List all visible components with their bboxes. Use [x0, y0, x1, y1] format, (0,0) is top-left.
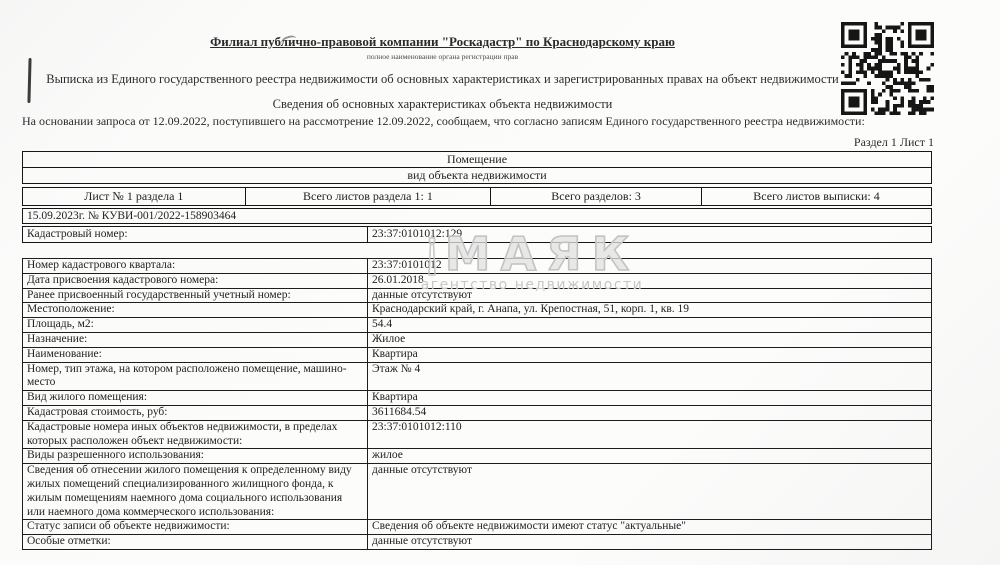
- table-row: [23, 303, 932, 318]
- object-type-caption: вид объекта недвижимости: [23, 168, 932, 184]
- org-subtitle: полное наименование органа регистрации прав: [366, 52, 519, 61]
- detail-value: Этаж № 4: [368, 362, 932, 391]
- table-row: [23, 464, 932, 520]
- detail-label: Назначение:: [23, 332, 368, 347]
- org-title: Филиал публично-правовой компании "Роскадастр" по Краснодарскому краю: [210, 34, 675, 49]
- request-number: 15.09.2023г. № КУВИ-001/2022-158903464: [23, 209, 932, 224]
- document-subtitle: Сведения об основных характеристиках объекта недвижимости: [272, 97, 613, 111]
- detail-label: Номер кадастрового квартала:: [23, 259, 368, 274]
- table-row: [23, 288, 932, 303]
- detail-label: Дата присвоения кадастрового номера:: [23, 273, 368, 288]
- detail-label: Сведения об отнесении жилого помещения к определенному виду жилых помещений специализированного жилищного фонда, к жилым помещениям наемного дома социального использования или наемного дома коммерческого использования:: [23, 464, 368, 520]
- detail-value: 54.4: [368, 318, 932, 333]
- detail-value: 3611684.54: [368, 405, 932, 420]
- detail-value: Краснодарский край, г. Анапа, ул. Крепостная, 51, корп. 1, кв. 19: [368, 303, 932, 318]
- request-number-table: [22, 208, 932, 224]
- cadastral-number-value: 23:37:0101012:129: [368, 227, 932, 243]
- table-row: [23, 405, 932, 420]
- detail-value: данные отсутствуют: [368, 464, 932, 520]
- table-row: [23, 152, 932, 168]
- detail-value: жилое: [368, 449, 932, 464]
- detail-label: Местоположение:: [23, 303, 368, 318]
- table-row: [23, 520, 932, 535]
- object-type-table: [22, 151, 932, 184]
- sections-total-cell: Всего разделов: 3: [491, 188, 702, 206]
- detail-label: Кадастровые номера иных объектов недвижимости, в пределах которых расположен объект недвижимости:: [23, 420, 368, 449]
- section-sheet-label: Раздел 1 Лист 1: [853, 135, 934, 149]
- object-details-table: [22, 258, 932, 550]
- detail-value: Квартира: [368, 391, 932, 406]
- table-row: [23, 391, 932, 406]
- table-row: [23, 259, 932, 274]
- sheets-info-table: [22, 187, 932, 206]
- detail-value: Сведения об объекте недвижимости имеют статус "актуальные": [368, 520, 932, 535]
- cadastral-number-label: Кадастровый номер:: [23, 227, 368, 243]
- table-row: [23, 420, 932, 449]
- table-row: [23, 332, 932, 347]
- watermark-title: МАЯК: [444, 227, 640, 281]
- document-title: Выписка из Единого государственного реестра недвижимости об основных характеристиках и зарегистрированных правах на объект недвижимости: [46, 72, 839, 86]
- table-row: [23, 188, 932, 206]
- detail-label: Площадь, м2:: [23, 318, 368, 333]
- detail-label: Особые отметки:: [23, 535, 368, 550]
- section-sheets-total-cell: Всего листов раздела 1: 1: [245, 188, 490, 206]
- table-row: [23, 449, 932, 464]
- table-row: [23, 318, 932, 333]
- table-row: [23, 347, 932, 362]
- table-row: [23, 535, 932, 550]
- detail-value: 26.01.2018: [368, 273, 932, 288]
- detail-label: Номер, тип этажа, на котором расположено помещение, машино-место: [23, 362, 368, 391]
- detail-value: Квартира: [368, 347, 932, 362]
- watermark-subtitle: агентство недвижимости: [420, 277, 644, 293]
- extract-sheets-total-cell: Всего листов выписки: 4: [702, 188, 932, 206]
- document-header: [0, 34, 885, 112]
- detail-label: Кадастровая стоимость, руб:: [23, 405, 368, 420]
- detail-value: 23:37:0101012: [368, 259, 932, 274]
- request-basis-line: На основании запроса от 12.09.2022, поступившего на рассмотрение 12.09.2022, сообщаем, что согласно записям Единого государственного реестра недвижимости:: [22, 114, 865, 128]
- detail-value: Жилое: [368, 332, 932, 347]
- detail-label: Виды разрешенного использования:: [23, 449, 368, 464]
- detail-value: данные отсутствуют: [368, 288, 932, 303]
- detail-label: Ранее присвоенный государственный учетный номер:: [23, 288, 368, 303]
- table-row: [23, 168, 932, 184]
- detail-value: данные отсутствуют: [368, 535, 932, 550]
- detail-label: Статус записи об объекте недвижимости:: [23, 520, 368, 535]
- cadastral-number-table: [22, 226, 932, 243]
- detail-value: 23:37:0101012:110: [368, 420, 932, 449]
- detail-label: Наименование:: [23, 347, 368, 362]
- table-row: [23, 227, 932, 243]
- detail-label: Вид жилого помещения:: [23, 391, 368, 406]
- table-row: [23, 209, 932, 224]
- table-row: [23, 273, 932, 288]
- table-row: [23, 362, 932, 391]
- sheet-number-cell: Лист № 1 раздела 1: [23, 188, 246, 206]
- object-type-value: Помещение: [23, 152, 932, 168]
